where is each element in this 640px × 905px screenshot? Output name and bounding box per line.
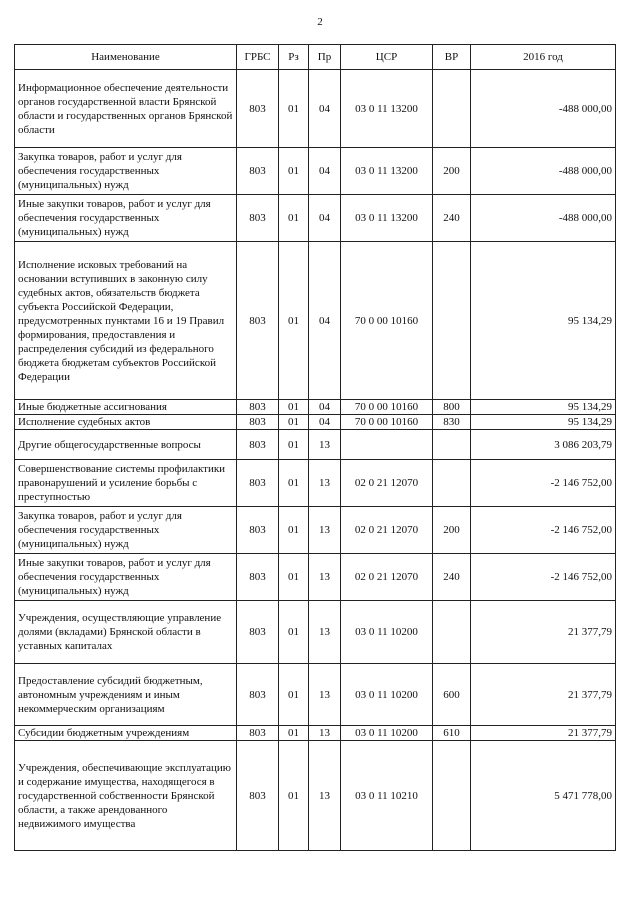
cell-pr: 13 bbox=[309, 741, 341, 851]
table-row bbox=[15, 741, 616, 851]
cell-amount: 95 134,29 bbox=[471, 400, 616, 415]
table-row bbox=[15, 664, 616, 726]
cell-name: Субсидии бюджетным учреждениям bbox=[15, 726, 237, 741]
cell-amount: 3 086 203,79 bbox=[471, 430, 616, 460]
cell-amount: 21 377,79 bbox=[471, 664, 616, 726]
cell-rz: 01 bbox=[279, 430, 309, 460]
cell-grbs: 803 bbox=[237, 70, 279, 148]
cell-pr: 04 bbox=[309, 70, 341, 148]
cell-name: Иные бюджетные ассигнования bbox=[15, 400, 237, 415]
header-vr: ВР bbox=[433, 45, 471, 70]
cell-rz: 01 bbox=[279, 415, 309, 430]
cell-pr: 04 bbox=[309, 195, 341, 242]
cell-grbs: 803 bbox=[237, 460, 279, 507]
cell-vr bbox=[433, 601, 471, 664]
cell-vr bbox=[433, 242, 471, 400]
table-row bbox=[15, 601, 616, 664]
cell-pr: 04 bbox=[309, 242, 341, 400]
cell-rz: 01 bbox=[279, 726, 309, 741]
cell-csr bbox=[341, 430, 433, 460]
cell-name: Иные закупки товаров, работ и услуг для обеспечения государственных (муниципальных) нужд bbox=[15, 195, 237, 242]
cell-vr: 600 bbox=[433, 664, 471, 726]
cell-grbs: 803 bbox=[237, 726, 279, 741]
cell-rz: 01 bbox=[279, 601, 309, 664]
cell-csr: 03 0 11 13200 bbox=[341, 148, 433, 195]
cell-name: Предоставление субсидий бюджетным, автономным учреждениям и иным некоммерческим организациям bbox=[15, 664, 237, 726]
cell-csr: 70 0 00 10160 bbox=[341, 400, 433, 415]
cell-rz: 01 bbox=[279, 460, 309, 507]
cell-amount: -488 000,00 bbox=[471, 148, 616, 195]
cell-name: Совершенствование системы профилактики правонарушений и усиление борьбы с преступностью bbox=[15, 460, 237, 507]
table-row bbox=[15, 554, 616, 601]
cell-csr: 03 0 11 10200 bbox=[341, 601, 433, 664]
header-rz: Рз bbox=[279, 45, 309, 70]
header-year: 2016 год bbox=[471, 45, 616, 70]
cell-grbs: 803 bbox=[237, 430, 279, 460]
header-row bbox=[15, 45, 616, 70]
cell-csr: 70 0 00 10160 bbox=[341, 242, 433, 400]
cell-rz: 01 bbox=[279, 554, 309, 601]
cell-rz: 01 bbox=[279, 148, 309, 195]
cell-grbs: 803 bbox=[237, 242, 279, 400]
cell-grbs: 803 bbox=[237, 741, 279, 851]
cell-rz: 01 bbox=[279, 741, 309, 851]
cell-vr bbox=[433, 430, 471, 460]
table-row bbox=[15, 460, 616, 507]
cell-grbs: 803 bbox=[237, 148, 279, 195]
cell-pr: 13 bbox=[309, 601, 341, 664]
cell-vr: 200 bbox=[433, 148, 471, 195]
cell-grbs: 803 bbox=[237, 400, 279, 415]
cell-pr: 13 bbox=[309, 554, 341, 601]
cell-pr: 04 bbox=[309, 400, 341, 415]
cell-name: Исполнение судебных актов bbox=[15, 415, 237, 430]
cell-amount: -488 000,00 bbox=[471, 70, 616, 148]
table-row bbox=[15, 400, 616, 415]
cell-pr: 13 bbox=[309, 726, 341, 741]
cell-vr: 240 bbox=[433, 195, 471, 242]
cell-rz: 01 bbox=[279, 507, 309, 554]
cell-name: Закупка товаров, работ и услуг для обеспечения государственных (муниципальных) нужд bbox=[15, 148, 237, 195]
cell-grbs: 803 bbox=[237, 415, 279, 430]
header-pr: Пр bbox=[309, 45, 341, 70]
cell-vr: 240 bbox=[433, 554, 471, 601]
cell-vr bbox=[433, 460, 471, 507]
cell-name: Иные закупки товаров, работ и услуг для обеспечения государственных (муниципальных) нужд bbox=[15, 554, 237, 601]
table-row bbox=[15, 148, 616, 195]
cell-rz: 01 bbox=[279, 664, 309, 726]
cell-amount: 95 134,29 bbox=[471, 415, 616, 430]
cell-amount: 5 471 778,00 bbox=[471, 741, 616, 851]
table-row bbox=[15, 195, 616, 242]
cell-pr: 13 bbox=[309, 430, 341, 460]
cell-name: Учреждения, осуществляющие управление долями (вкладами) Брянской области в уставных капиталах bbox=[15, 601, 237, 664]
cell-rz: 01 bbox=[279, 400, 309, 415]
cell-grbs: 803 bbox=[237, 601, 279, 664]
cell-amount: 21 377,79 bbox=[471, 601, 616, 664]
cell-name: Учреждения, обеспечивающие эксплуатацию и содержание имущества, находящегося в государственной собственности Брянской области, а также арендованного недвижимого имущества bbox=[15, 741, 237, 851]
table-row bbox=[15, 507, 616, 554]
cell-csr: 03 0 11 10200 bbox=[341, 664, 433, 726]
cell-grbs: 803 bbox=[237, 554, 279, 601]
page-number: 2 bbox=[317, 16, 323, 28]
table-row bbox=[15, 242, 616, 400]
cell-pr: 13 bbox=[309, 664, 341, 726]
cell-csr: 02 0 21 12070 bbox=[341, 554, 433, 601]
budget-table bbox=[14, 44, 616, 851]
cell-amount: -2 146 752,00 bbox=[471, 507, 616, 554]
cell-name: Информационное обеспечение деятельности органов государственной власти Брянской области и государственных органов Брянской области bbox=[15, 70, 237, 148]
cell-amount: -2 146 752,00 bbox=[471, 554, 616, 601]
header-csr: ЦСР bbox=[341, 45, 433, 70]
table-row bbox=[15, 415, 616, 430]
cell-name: Другие общегосударственные вопросы bbox=[15, 430, 237, 460]
cell-vr: 200 bbox=[433, 507, 471, 554]
cell-grbs: 803 bbox=[237, 507, 279, 554]
cell-vr bbox=[433, 741, 471, 851]
cell-pr: 13 bbox=[309, 460, 341, 507]
cell-csr: 70 0 00 10160 bbox=[341, 415, 433, 430]
cell-vr bbox=[433, 70, 471, 148]
cell-amount: 95 134,29 bbox=[471, 242, 616, 400]
cell-grbs: 803 bbox=[237, 195, 279, 242]
header-grbs: ГРБС bbox=[237, 45, 279, 70]
header-name: Наименование bbox=[15, 45, 237, 70]
cell-pr: 04 bbox=[309, 415, 341, 430]
table-row bbox=[15, 430, 616, 460]
cell-grbs: 803 bbox=[237, 664, 279, 726]
cell-csr: 03 0 11 10210 bbox=[341, 741, 433, 851]
cell-name: Исполнение исковых требований на основании вступивших в законную силу судебных актов, обязательств бюджета субъекта Российской Федерации, предусмотренных пунктами 16 и 19 Правил формирования, предоставления и распределения субсидий из федерального бюджета бюджетам субъектов Российской Федерации bbox=[15, 242, 237, 400]
cell-csr: 03 0 11 13200 bbox=[341, 195, 433, 242]
table-row bbox=[15, 70, 616, 148]
cell-csr: 03 0 11 10200 bbox=[341, 726, 433, 741]
cell-rz: 01 bbox=[279, 242, 309, 400]
cell-rz: 01 bbox=[279, 195, 309, 242]
cell-pr: 04 bbox=[309, 148, 341, 195]
cell-amount: -488 000,00 bbox=[471, 195, 616, 242]
cell-vr: 610 bbox=[433, 726, 471, 741]
cell-csr: 02 0 21 12070 bbox=[341, 460, 433, 507]
cell-rz: 01 bbox=[279, 70, 309, 148]
cell-csr: 03 0 11 13200 bbox=[341, 70, 433, 148]
cell-vr: 830 bbox=[433, 415, 471, 430]
cell-name: Закупка товаров, работ и услуг для обеспечения государственных (муниципальных) нужд bbox=[15, 507, 237, 554]
cell-amount: -2 146 752,00 bbox=[471, 460, 616, 507]
cell-csr: 02 0 21 12070 bbox=[341, 507, 433, 554]
cell-vr: 800 bbox=[433, 400, 471, 415]
table-row bbox=[15, 726, 616, 741]
cell-amount: 21 377,79 bbox=[471, 726, 616, 741]
cell-pr: 13 bbox=[309, 507, 341, 554]
